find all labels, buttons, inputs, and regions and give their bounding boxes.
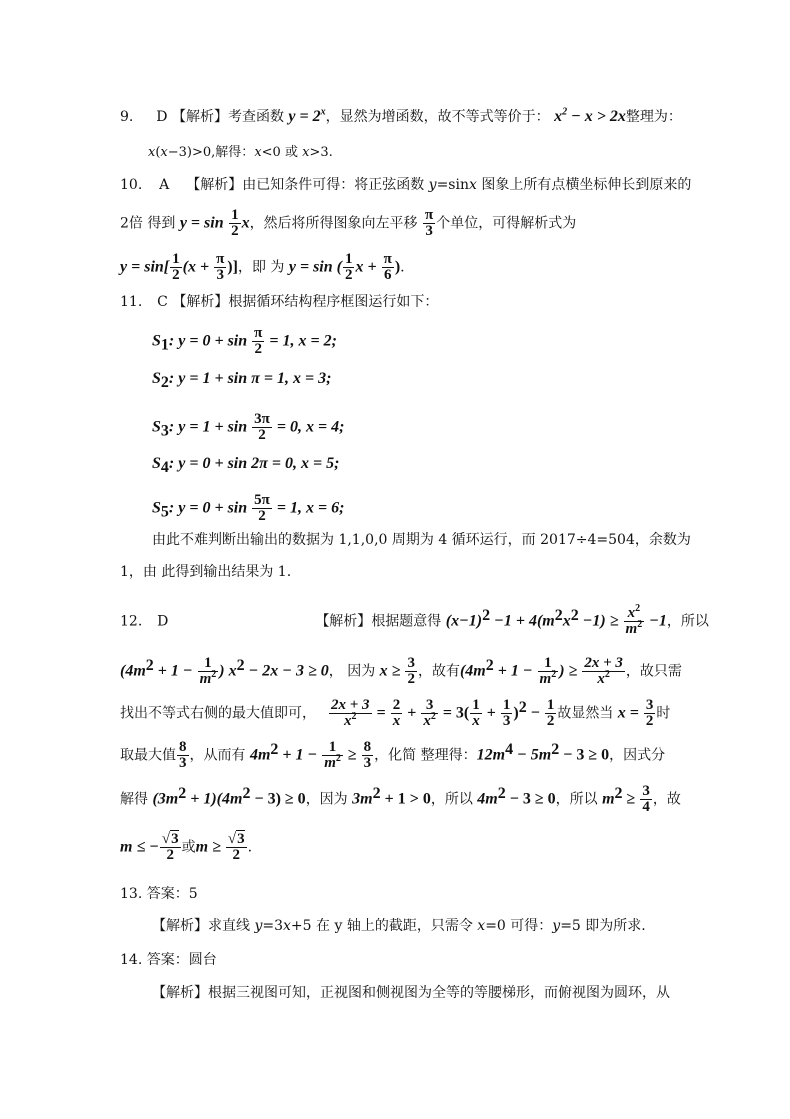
q11-step-4: $S_4$: y = 0 + sin 2π = 0, x = 5; <box>152 455 340 476</box>
q11-step-1: $S_1$: y = 0 + sin $\frac{\pi}{2}$ = 1, x = 2; <box>152 325 337 357</box>
q12-line5: 解得 $(3m^2 + 1)(4m^2 - 3) \ge 0$，因为 $3m^2 + 1 > 0$，所以 $4m^2 - 3 \ge 0$，所以 $m^2$ ≥ $\frac{3}{4}$ ，故 <box>120 783 681 815</box>
q10-text-1: 由已知条件可得：将正弦函数 <box>242 177 429 193</box>
q10-line3: y = sin[ $\frac{1}{2}$ (x + $\frac{\pi}{3}$ )]，即 为 y = sin ( $\frac{1}{2}$ x + $\frac{\pi}{6}$ ). <box>120 251 405 283</box>
q10-answer: A <box>159 177 170 193</box>
q13-analysis-line: 【解析】求直线 y=3x+5 在 y 轴上的截距，只需令 x=0 可得：y=5 即为所求. <box>152 918 646 934</box>
q12-answer: D <box>157 613 169 630</box>
q11-line1: 11. C 【解析】根据循环结构程序框图运行如下： <box>120 294 439 310</box>
q9-line2: x(x−3)>0,解得：x<0 或 x>3. <box>148 145 333 160</box>
q10-number: 10. <box>120 177 143 193</box>
q9-answer: D <box>156 109 168 125</box>
q11-step-5: $S_5$: y = 0 + sin $\frac{5\pi}{2}$ = 1, x = 6; <box>152 492 345 524</box>
q11-conclusion-2: 1，由 此得到输出结果为 1. <box>120 564 292 580</box>
q11-analysis-tag: 【解析】 <box>172 294 229 310</box>
q9-text-1: 考查函数 <box>227 109 284 125</box>
q9-number: 9. <box>120 109 134 125</box>
q9-line1 <box>120 107 682 127</box>
q11-answer: C <box>157 294 168 310</box>
q9-text-2: ，显然为增函数，故不等式等价于： <box>325 109 550 125</box>
q11-conclusion-1: 由此不难判断出输出的数据为 1,1,0,0 周期为 4 循环运行，而 2017÷4=504，余数为 <box>152 532 691 548</box>
q12-line1: 12. D 【解析】根据题意得 $(x-1)^2 -1 + 4(m^2x^2 -1)$ ≥ $\frac{x^2}{m^2}$ −1，所以 <box>120 603 709 637</box>
q12-number: 12. <box>120 613 143 630</box>
q9-formula-1: $y = 2^x$ <box>288 106 326 125</box>
q10-analysis-tag: 【解析】 <box>186 177 243 193</box>
q9-text-3: 整理为： <box>625 109 682 125</box>
q12-line2: ($4m^2 + 1$ − $\frac{1}{m^2}$ ) $x^2 - 2x - 3 \ge 0$， 因为 x ≥ $\frac{3}{2}$ ，故有($4m^2 + 1$ − $\frac{1}{m^2}$ ) ≥ $\frac{2x + 3}{x^2}$ ，故只需 <box>120 655 682 687</box>
q12-line4: 取最大值 $\frac{8}{3}$ ，从而有 $4m^2 + 1$ − $\frac{1}{m^2}$ ≥ $\frac{8}{3}$ ，化简 整理得：$12m^4 - 5m^2 - 3 \ge 0$，因式分 <box>120 739 666 771</box>
q11-step-3: $S_3$: y = 1 + sin $\frac{3\pi}{2}$ = 0, x = 4; <box>152 411 345 443</box>
q12-analysis-tag: 【解析】 <box>315 613 372 630</box>
q10-line1: 10. A 【解析】由已知条件可得：将正弦函数 y=sinx 图象上所有点横坐标伸长到原来的 <box>120 177 692 193</box>
q12-line6: m ≤ − $\frac{√3}{2}$ 或m ≥ $\frac{√3}{2}$ . <box>120 831 253 863</box>
q11-step-2: $S_2$: y = 1 + sin π = 1, x = 3; <box>152 370 332 391</box>
q14-analysis-line: 【解析】根据三视图可知，正视图和侧视图为全等的等腰梯形，而俯视图为圆环，从 <box>152 985 670 1001</box>
q10-text-2: 图象上所有点横坐标伸长到原来的 <box>476 177 692 193</box>
q9-formula-2: $x^2 - x > 2x$ <box>554 106 626 125</box>
q12-line3: 找出不等式右侧的最大值即可， $\frac{2x + 3}{x^2}$ = $\frac{2}{x}$ + $\frac{3}{x^2}$ = 3( $\frac{1}{x}$ + $\frac{1}{3}$ )$^2$ − $\frac{1}{2}$ 故显然当 x = $\frac{3}{2}$ 时 <box>120 697 671 729</box>
q14-answer-line: 14. 答案：圆台 <box>120 952 217 968</box>
q10-line2: 2倍 得到 y = sin $\frac{1}{2}$ x，然后将所得图象向左平移 $\frac{\pi}{3}$ 个单位，可得解析式为 <box>120 207 577 239</box>
q14-analysis-tag: 【解析】 <box>152 985 208 1001</box>
q11-number: 11. <box>120 294 143 310</box>
q9-analysis-tag: 【解析】 <box>171 109 228 125</box>
q13-answer-line: 13. 答案：5 <box>120 886 198 902</box>
q13-analysis-tag: 【解析】 <box>152 918 208 934</box>
